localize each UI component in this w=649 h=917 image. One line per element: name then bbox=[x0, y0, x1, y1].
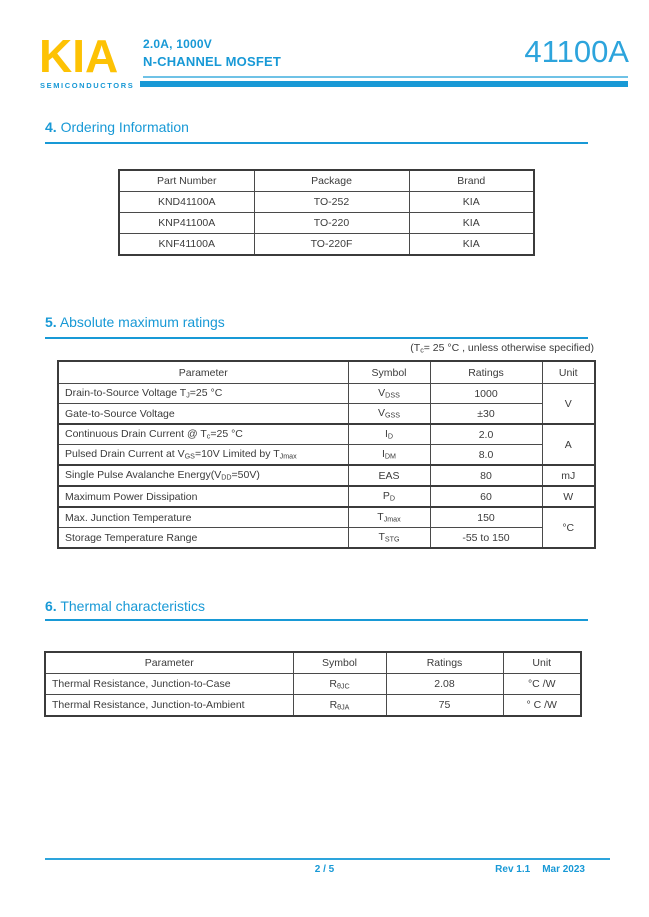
cell: TO-252 bbox=[254, 192, 409, 213]
table-row bbox=[58, 486, 595, 507]
cell: 1000 bbox=[430, 384, 542, 404]
column-header-unit: Unit bbox=[542, 361, 595, 384]
table-row bbox=[119, 234, 534, 256]
section-number: 4. bbox=[45, 119, 57, 135]
cell: KNP41100A bbox=[119, 213, 254, 234]
column-header-ratings: Ratings bbox=[386, 652, 503, 674]
cell: KIA bbox=[409, 234, 534, 256]
section-title: Absolute maximum ratings bbox=[59, 314, 225, 330]
part-number-title: 41100A bbox=[524, 34, 629, 69]
kia-logo: KIA bbox=[39, 30, 119, 82]
header-rule-thick bbox=[140, 81, 628, 87]
cell: KND41100A bbox=[119, 192, 254, 213]
section-number: 5. bbox=[45, 314, 57, 330]
section-heading-abs-max bbox=[45, 314, 225, 330]
section-title: Ordering Information bbox=[60, 119, 189, 135]
product-rating: 2.0A, 1000V bbox=[143, 37, 212, 51]
section-number: 6. bbox=[45, 598, 57, 614]
test-condition-note: (Tc= 25 °C , unless otherwise specified) bbox=[410, 342, 594, 355]
section-heading-ordering bbox=[45, 119, 189, 135]
cell: Max. Junction Temperature bbox=[58, 507, 348, 528]
cell: A bbox=[542, 424, 595, 465]
cell: V bbox=[542, 384, 595, 425]
cell: VDSS bbox=[348, 384, 430, 404]
section-heading-thermal bbox=[45, 598, 205, 614]
cell: Storage Temperature Range bbox=[58, 528, 348, 549]
logo-subtext: SEMICONDUCTORS bbox=[40, 81, 135, 90]
cell: °C /W bbox=[503, 674, 581, 695]
column-header-ratings: Ratings bbox=[430, 361, 542, 384]
cell: Single Pulse Avalanche Energy(VDD=50V) bbox=[58, 465, 348, 486]
page-number: 2 / 5 bbox=[314, 864, 335, 875]
cell: RθJC bbox=[293, 674, 386, 695]
product-subtitle bbox=[143, 37, 281, 69]
cell: TO-220F bbox=[254, 234, 409, 256]
table-row bbox=[45, 674, 581, 695]
column-header-brand: Brand bbox=[409, 170, 534, 192]
table-row bbox=[119, 213, 534, 234]
table-header-row bbox=[45, 652, 581, 674]
thermal-characteristics-table bbox=[44, 651, 582, 717]
cell: mJ bbox=[542, 465, 595, 486]
cell: RθJA bbox=[293, 695, 386, 717]
revision: Rev 1.1 bbox=[495, 864, 531, 875]
cell: KNF41100A bbox=[119, 234, 254, 256]
column-header-parameter: Parameter bbox=[58, 361, 348, 384]
revision-date: Mar 2023 bbox=[542, 864, 585, 875]
cell: Gate-to-Source Voltage bbox=[58, 404, 348, 425]
cell: 8.0 bbox=[430, 445, 542, 466]
cell: Thermal Resistance, Junction-to-Ambient bbox=[45, 695, 293, 717]
cell: IDM bbox=[348, 445, 430, 466]
table-row bbox=[58, 424, 595, 445]
cell: TSTG bbox=[348, 528, 430, 549]
column-header-package: Package bbox=[254, 170, 409, 192]
table-row bbox=[58, 445, 595, 466]
cell: Maximum Power Dissipation bbox=[58, 486, 348, 507]
section-title: Thermal characteristics bbox=[60, 598, 206, 614]
cell: 80 bbox=[430, 465, 542, 486]
cell: 150 bbox=[430, 507, 542, 528]
cell: Continuous Drain Current @ Tc=25 °C bbox=[58, 424, 348, 445]
section-rule-ordering bbox=[45, 142, 588, 144]
product-type: N-CHANNEL MOSFET bbox=[143, 54, 282, 69]
cell: KIA bbox=[409, 192, 534, 213]
cell: Pulsed Drain Current at VGS=10V Limited by TJmax bbox=[58, 445, 348, 466]
table-row bbox=[45, 695, 581, 717]
cell: 2.0 bbox=[430, 424, 542, 445]
cell: -55 to 150 bbox=[430, 528, 542, 549]
column-header-unit: Unit bbox=[503, 652, 581, 674]
cell: VGSS bbox=[348, 404, 430, 425]
cell: W bbox=[542, 486, 595, 507]
cell: °C bbox=[542, 507, 595, 548]
cell: PD bbox=[348, 486, 430, 507]
cell: TO-220 bbox=[254, 213, 409, 234]
footer-rule bbox=[45, 858, 610, 860]
table-row bbox=[58, 465, 595, 486]
cell: ° C /W bbox=[503, 695, 581, 717]
column-header-symbol: Symbol bbox=[348, 361, 430, 384]
table-row bbox=[58, 384, 595, 404]
cell: Thermal Resistance, Junction-to-Case bbox=[45, 674, 293, 695]
cell: EAS bbox=[348, 465, 430, 486]
cell: KIA bbox=[409, 213, 534, 234]
table-row bbox=[119, 192, 534, 213]
cell: Drain-to-Source Voltage TJ=25 °C bbox=[58, 384, 348, 404]
cell: ID bbox=[348, 424, 430, 445]
table-row bbox=[58, 528, 595, 549]
column-header-parameter: Parameter bbox=[45, 652, 293, 674]
revision-info bbox=[495, 864, 585, 875]
cell: 2.08 bbox=[386, 674, 503, 695]
table-row bbox=[58, 507, 595, 528]
ordering-table bbox=[118, 169, 535, 256]
section-rule-thermal bbox=[45, 619, 588, 621]
abs-max-ratings-table bbox=[57, 360, 596, 549]
header-rule-thin bbox=[143, 76, 628, 78]
column-header-symbol: Symbol bbox=[293, 652, 386, 674]
table-header-row bbox=[119, 170, 534, 192]
table-row bbox=[58, 404, 595, 425]
table-header-row bbox=[58, 361, 595, 384]
cell: TJmax bbox=[348, 507, 430, 528]
cell: 75 bbox=[386, 695, 503, 717]
section-rule-abs-max bbox=[45, 337, 588, 339]
cell: 60 bbox=[430, 486, 542, 507]
column-header-part-number: Part Number bbox=[119, 170, 254, 192]
cell: ±30 bbox=[430, 404, 542, 425]
